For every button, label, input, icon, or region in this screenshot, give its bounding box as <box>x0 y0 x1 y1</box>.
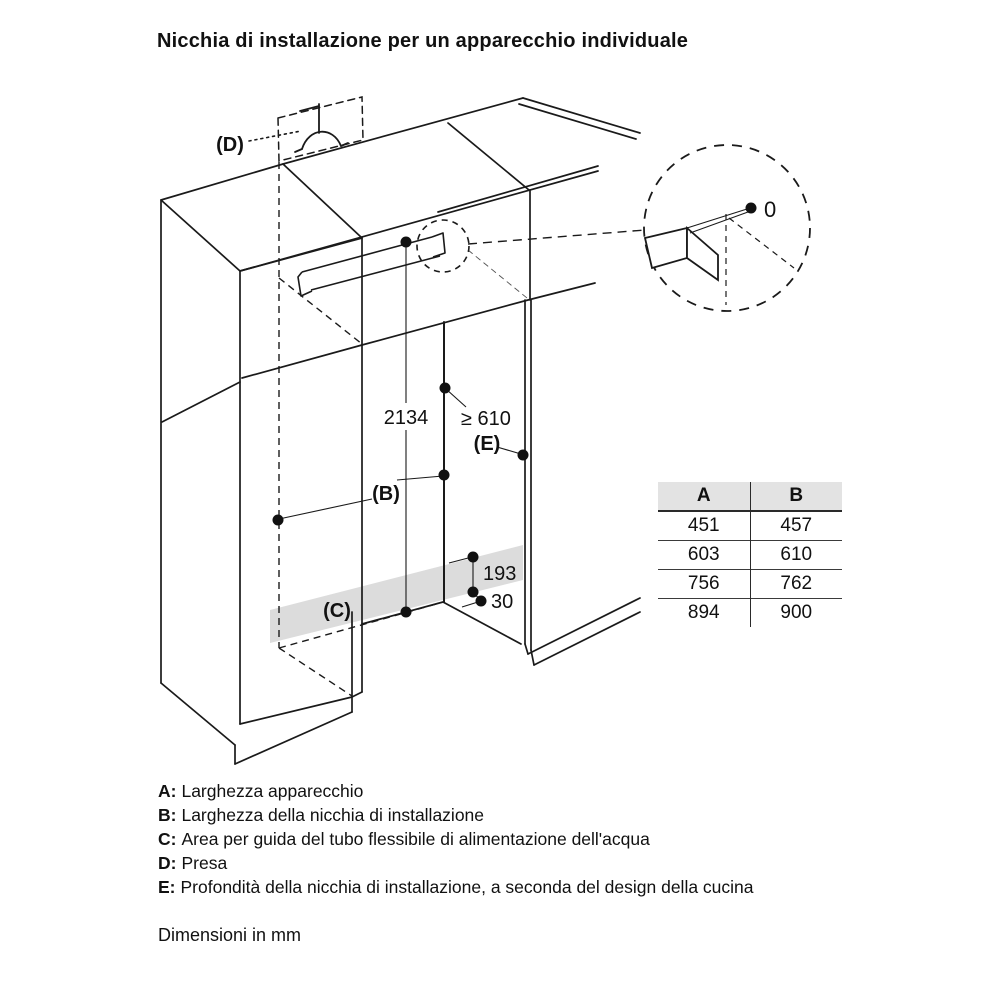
table-header-row <box>658 482 842 511</box>
niche-top-groove <box>298 233 445 296</box>
dim-niche-height: 2134 <box>383 407 429 429</box>
legend-item-d <box>158 851 754 875</box>
cell-a: 894 <box>658 599 750 628</box>
dim-hose-band-offset: 30 <box>491 591 514 613</box>
cell-a: 451 <box>658 511 750 541</box>
label-e: (E) <box>473 433 501 455</box>
socket-box <box>249 97 363 161</box>
column-header-b: B <box>750 482 842 511</box>
legend <box>158 779 754 899</box>
legend-text: Profondità della nicchia di installazione, a seconda del design della cucina <box>180 877 754 897</box>
units-note: Dimensioni in mm <box>158 925 302 945</box>
table-row <box>658 599 842 628</box>
hose-area-shade <box>270 545 523 643</box>
table-row <box>658 541 842 570</box>
legend-key: D: <box>158 853 177 873</box>
legend-item-a <box>158 779 754 803</box>
table-row <box>658 511 842 541</box>
dim-zero-point: 0 <box>764 197 777 222</box>
label-d: (D) <box>216 134 244 156</box>
cell-b: 900 <box>780 602 813 623</box>
zero-point-dot <box>746 203 757 214</box>
cell-b: 762 <box>780 573 813 594</box>
zero-point-detail-circle <box>644 145 810 311</box>
legend-key: A: <box>158 781 177 801</box>
legend-text: Area per guida del tubo flessibile di alimentazione dell'acqua <box>181 829 650 849</box>
legend-text: Larghezza della nicchia di installazione <box>181 805 485 825</box>
cell-b: 610 <box>780 544 813 565</box>
dim-niche-depth: ≥ 610 <box>461 408 511 430</box>
cabinet-outline <box>161 98 640 764</box>
legend-item-b <box>158 803 754 827</box>
label-b: (B) <box>372 483 400 505</box>
legend-text: Presa <box>181 853 228 873</box>
page-title: Nicchia di installazione per un apparecchio individuale <box>157 30 689 52</box>
legend-key: E: <box>158 877 176 897</box>
label-c: (C) <box>323 600 351 622</box>
table-row <box>658 570 842 599</box>
dim-hose-band-height: 193 <box>483 563 517 585</box>
width-dimension-table <box>658 482 842 627</box>
cell-a: 603 <box>658 541 750 570</box>
column-header-a: A <box>658 482 750 511</box>
legend-item-e <box>158 875 754 899</box>
legend-text: Larghezza apparecchio <box>181 781 364 801</box>
legend-item-c <box>158 827 754 851</box>
corner-highlight-circle <box>417 220 469 272</box>
legend-key: C: <box>158 829 177 849</box>
cell-b: 457 <box>780 515 813 536</box>
cell-a: 756 <box>658 570 750 599</box>
legend-key: B: <box>158 805 177 825</box>
